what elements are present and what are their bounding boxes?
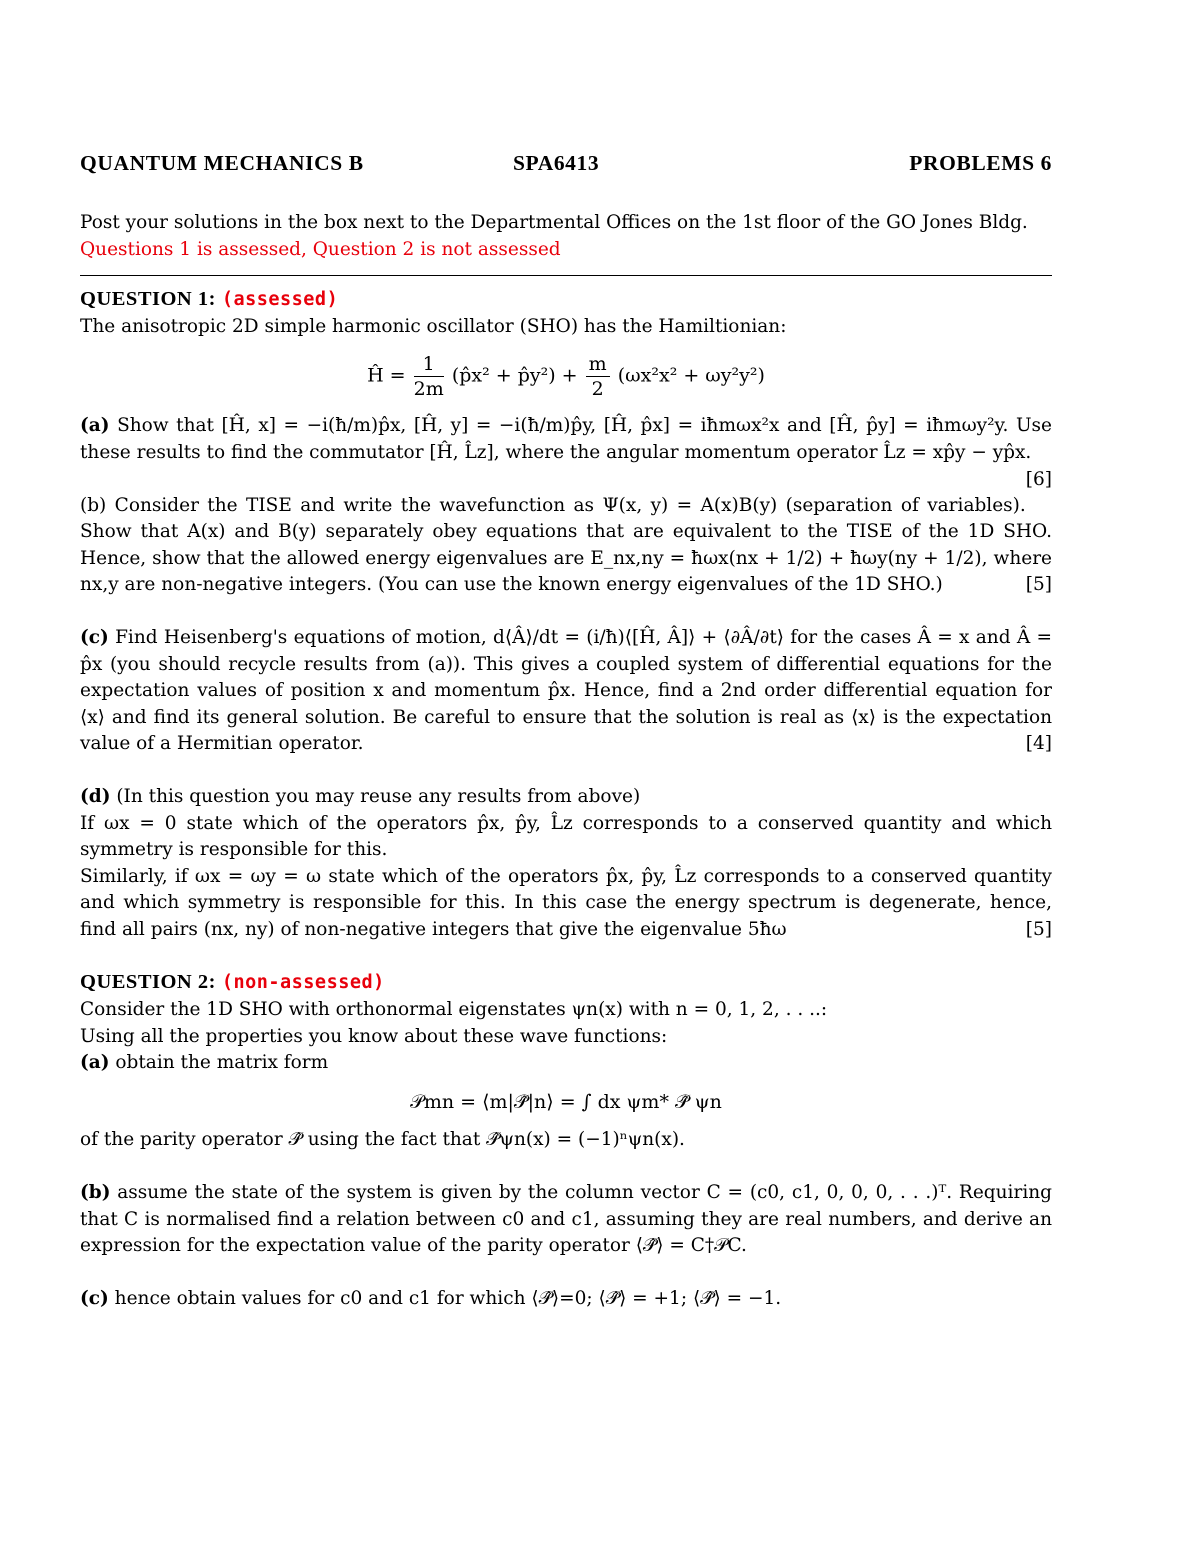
question-2-tag: (non-assessed)	[221, 972, 385, 994]
hamiltonian-denominator-2: 2	[591, 378, 604, 401]
question-2a-text: obtain the matrix form	[115, 1052, 329, 1074]
question-2b-text: assume the state of the system is given by the column vector C = (c0, c1, 0, 0, 0, . . .)ᵀ. Requiring that C is normalised find a relation between c0 and c1, assuming they are real numbers, and derive an expression for the expectation value of the parity operator ⟨𝒫̂⟩ = C†𝒫C.	[80, 1182, 1052, 1257]
question-1-intro: The anisotropic 2D simple harmonic oscillator (SHO) has the Hamiltionian:	[80, 315, 787, 337]
question-1b-marks: [5]	[1025, 574, 1052, 596]
question-1d-line-3: Similarly, if ωx = ωy = ω state which of the operators p̂x, p̂y, L̂z corresponds to a conserved quantity and which symmetry is responsible for this. In this case the energy spectrum is degenerate, hence, find all pairs (nx, ny) of non-negative integers that give the eigenvalue 5ħω	[80, 865, 1052, 940]
question-1b	[80, 493, 1052, 599]
question-2-line-1: Consider the 1D SHO with orthonormal eigenstates ψn(x) with n = 0, 1, 2, . . ..:	[80, 999, 828, 1021]
hamiltonian-fraction-2	[586, 352, 610, 401]
question-2	[80, 969, 1052, 1312]
hamiltonian-denominator-1: 2m	[413, 378, 444, 401]
question-1d-marks: [5]	[1025, 918, 1052, 940]
hamiltonian-numerator-1: 1	[414, 352, 444, 377]
question-2b	[80, 1180, 1052, 1260]
question-2-title: QUESTION 2:	[80, 971, 216, 994]
question-1-tag: (assessed)	[221, 289, 339, 311]
hamiltonian-kinetic: (p̂x² + p̂y²) +	[451, 364, 578, 387]
question-1d-line-1: (In this question you may reuse any results from above)	[116, 785, 641, 807]
question-1b-text: Consider the TISE and write the wavefunction as Ψ(x, y) = A(x)B(y) (separation of variables). Show that A(x) and B(y) separately obey equations that are equivalent to the TISE of the 1D SHO. Hence, show that the allowed energy eigenvalues are E_nx,ny = ħωx(nx + 1/2) + ħωy(ny + 1/2), where nx,y are non-negative integers. (You can use the known energy eigenvalues of the 1D SHO.)	[80, 494, 1052, 596]
question-2b-label: (b)	[80, 1182, 111, 1204]
hamiltonian-lhs: Ĥ =	[367, 364, 406, 387]
question-1c-label: (c)	[80, 626, 109, 648]
question-1c	[80, 625, 1052, 758]
question-2a	[80, 1050, 1052, 1077]
hamiltonian-equation	[80, 352, 1052, 401]
question-1c-marks: [4]	[1025, 733, 1052, 755]
question-1-heading	[80, 286, 1052, 314]
question-1a-marks: [6]	[1025, 468, 1052, 490]
course-code: SPA6413	[513, 151, 600, 175]
question-2c	[80, 1286, 1052, 1313]
question-2c-label: (c)	[80, 1287, 109, 1309]
question-1	[80, 286, 1052, 943]
question-2c-text: hence obtain values for c0 and c1 for which ⟨𝒫̂⟩=0; ⟨𝒫̂⟩ = +1; ⟨𝒫̂⟩ = −1.	[114, 1287, 782, 1309]
question-1a-label: (a)	[80, 415, 110, 437]
question-1-title: QUESTION 1:	[80, 288, 216, 311]
question-2-line-2: Using all the properties you know about these wave functions:	[80, 1025, 668, 1047]
question-2a-label: (a)	[80, 1052, 110, 1074]
divider-rule	[80, 275, 1052, 276]
assessment-note: Questions 1 is assessed, Question 2 is not assessed	[80, 238, 561, 260]
question-1d-line-2: If ωx = 0 state which of the operators p̂x, p̂y, L̂z corresponds to a conserved quantity and which symmetry is responsible for this.	[80, 812, 1052, 861]
hamiltonian-potential: (ωx²x² + ωy²y²)	[617, 364, 765, 387]
question-1d	[80, 784, 1052, 944]
question-1a-text: Show that [Ĥ, x] = −i(ħ/m)p̂x, [Ĥ, y] = −i(ħ/m)p̂y, [Ĥ, p̂x] = iħmωx²x and [Ĥ, p̂y] = iħmωy²y. Use these results to find the commutator [Ĥ, L̂z], where the angular momentum operator L̂z = xp̂y − yp̂x.	[80, 415, 1052, 463]
question-2a-after: of the parity operator 𝒫̂ using the fact that 𝒫̂ψn(x) = (−1)ⁿψn(x).	[80, 1129, 685, 1151]
question-1b-label: (b)	[80, 494, 107, 516]
submission-instructions: Post your solutions in the box next to the Departmental Offices on the 1st floor of the GO Jones Bldg.	[80, 212, 1028, 233]
question-1a	[80, 413, 1052, 490]
sheet-header	[80, 150, 1052, 184]
question-1d-label: (d)	[80, 785, 111, 807]
hamiltonian-numerator-2: m	[586, 352, 610, 377]
question-1c-text: Find Heisenberg's equations of motion, d⟨Â⟩/dt = (i/ħ)⟨[Ĥ, Â]⟩ + ⟨∂Â/∂t⟩ for the cases Â = x and Â = p̂x (you should recycle results from (a)). This gives a coupled system of differential equations for the expectation values of position x and momentum p̂x. Hence, find a 2nd order differential equation for ⟨x⟩ and find its general solution. Be careful to ensure that the solution is real as ⟨x⟩ is the expectation value of a Hermitian operator.	[80, 626, 1052, 755]
course-title: QUANTUM MECHANICS B	[80, 151, 364, 175]
parity-matrix-equation: 𝒫mn = ⟨m|𝒫̂|n⟩ = ∫ dx ψm* 𝒫̂ ψn	[410, 1090, 722, 1113]
question-2-heading	[80, 969, 1052, 997]
hamiltonian-fraction-1	[414, 352, 444, 401]
sheet-title: PROBLEMS 6	[909, 151, 1052, 175]
problem-sheet	[80, 150, 1052, 1312]
